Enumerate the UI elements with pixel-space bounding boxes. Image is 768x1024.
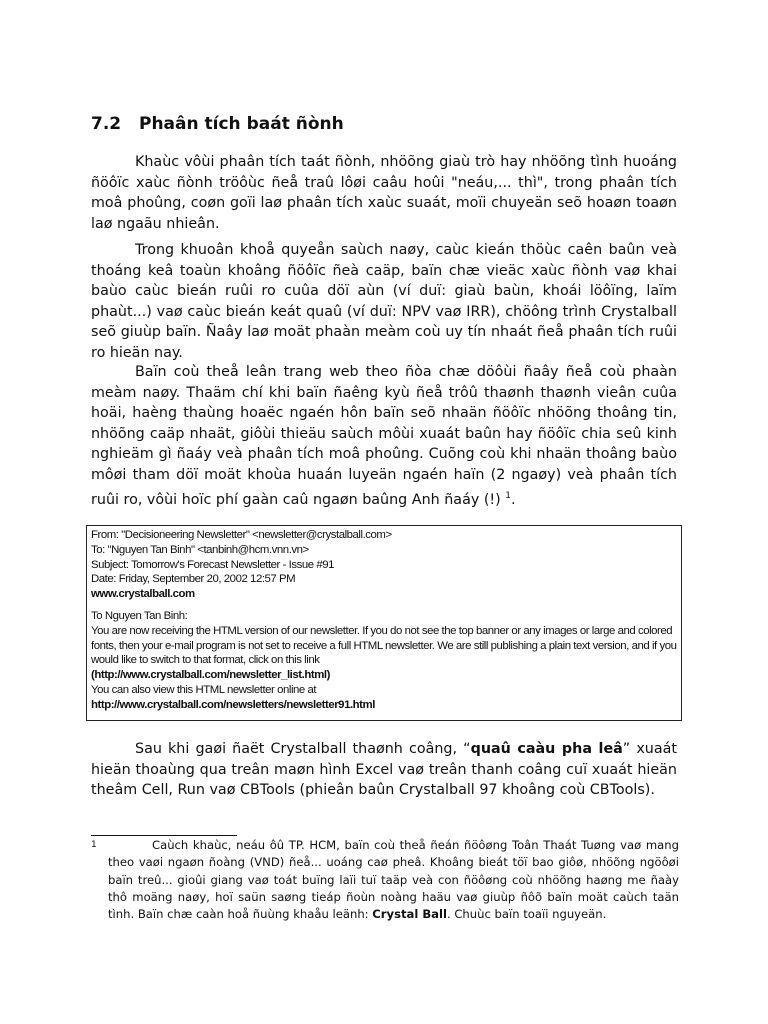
section-heading — [91, 114, 344, 134]
paragraph-4-before: Sau khi gaøi ñaët Crystalball thaønh coâng, “ — [135, 741, 471, 757]
section-title: Phaân tích baát ñònh — [139, 114, 344, 134]
paragraph-3 — [91, 362, 677, 510]
paragraph-3-end: . — [511, 491, 516, 508]
paragraph-4-after: ” xuaát hieän thoaùng qua treân maøn hình Excel vaø treân thanh coâng cuï xuaát hieän theâm Cell, Run vaø CBTools (phieân baûn Crystalball 97 khoâng coù CBTools). — [91, 741, 677, 799]
footnote-bold: Crystal Ball — [372, 907, 447, 922]
paragraph-2 — [91, 240, 677, 364]
footnote-separator — [91, 835, 237, 836]
email-to: To: "Nguyen Tan Binh" <tanbinh@hcm.vnn.vn> — [91, 543, 309, 556]
footnote-end: . Chuùc baïn toaïi nguyeän. — [446, 907, 607, 922]
online-view-text: You can also view this HTML newsletter online at — [91, 683, 317, 696]
newsletter-online-link[interactable]: http://www.crystalball.com/newsletters/newsletter91.html — [91, 698, 375, 711]
paragraph-1 — [91, 152, 677, 234]
paragraph-4 — [91, 739, 677, 801]
email-date: Date: Friday, September 20, 2002 12:57 PM — [91, 573, 296, 586]
footnote-reference[interactable]: 1 — [505, 490, 512, 501]
footnote — [91, 837, 679, 923]
footnote-body — [108, 837, 679, 923]
footnote-mark: 1 — [91, 840, 97, 850]
email-greeting: To Nguyen Tan Binh: — [91, 609, 188, 622]
email-body: You are now receiving the HTML version of our newsletter. If you do not see the top banner or any images or large and colored fonts, then your e-mail program is not set to receive a full HTML newsletter. We are still publishing a plain text version, and if you would like to switch to that format, click on this link — [91, 624, 677, 667]
website-link[interactable]: www.crystalball.com — [91, 588, 195, 601]
newsletter-box — [86, 525, 682, 721]
paragraph-4-bold: quaû caàu pha leâ — [470, 741, 623, 757]
newsletter-list-link[interactable]: (http://www.crystalball.com/newsletter_list.html) — [91, 669, 330, 682]
email-subject: Subject: Tomorrow's Forecast Newsletter - Issue #91 — [91, 558, 334, 571]
paragraph-1-text: Khaùc vôùi phaân tích taát ñònh, nhöõng giaù trò hay nhöõng tình huoáng ñöôïc xaùc ñònh tröôùc ñeå traû lôøi caâu hoûi "neáu,... thì", trong phaân tích moâ phoûng, coøn goïi laø phaân tích xaùc suaát, moïi chuyeän seõ hoaøn toaøn laø ngaãu nhieân. — [91, 154, 677, 232]
paragraph-3-text: Baïn coù theå leân trang web theo ñòa chæ döôùi ñaây ñeå coù phaàn meàm naøy. Thaäm chí khi baïn ñaêng kyù ñeå trôû thaønh thaønh vieân cuûa hoäi, haèng thaùng hoaëc ngaén hôn baïn seõ nhaän ñöôïc nhöõng thoâng tin, nhöõng caäp nhaät, giôùi thieäu saùch môùi xuaát baûn hay ñöôïc chia seû kinh nghieäm gì ñaáy veà phaân tích moâ phoûng. Cuõng coù khi nhaän thoâng baùo môøi tham döï moät khoùa huaán luyeän ngaén haïn (2 ngaøy) veà phaân tích ruûi ro, vôùi hoïc phí gaàn caû ngaøn baûng Anh ñaáy (!) — [91, 364, 677, 508]
email-from: From: "Decisioneering Newsletter" <newsletter@crystalball.com> — [91, 529, 392, 541]
footnote-text: Caùch khaùc, neáu ôû TP. HCM, baïn coù theå ñeán ñöôøng Toân Thaát Tuøng vaø mang theo vaøi ngaøn ñoàng (VND) ñeå... uoáng caø pheâ. Khoâng bieát töï bao giôø, nhöõng ngöôøi baïn treû... gioûi giang vaø toát buïng laïi tuï taäp veà con ñöôøng coù nhöõng haøng me ñaày thô moäng naøy, hoï saün saøng tieáp ñoùn noàng haäu vaø giuùp ñôõ baïn moät caùch taän tình. Baïn chæ caàn hoå ñuùng khaåu leänh: — [108, 838, 679, 922]
paragraph-2-text: Trong khuoân khoå quyeån saùch naøy, caùc kieán thöùc caên baûn veà thoáng keâ toaùn khoâng ñöôïc ñeà caäp, baïn chæ vieäc xaùc ñònh vaø khai baùo caùc bieán ruûi ro cuûa döï aùn (ví duï: giaù baùn, khoái löôïng, laïm phaùt...) vaø caùc bieán keát quaû (ví duï: NPV vaø IRR), chöông trình Crystalball seõ giuùp baïn. Ñaây laø moät phaàn meàm coù uy tín nhaát ñeå phaân tích ruûi ro hieän nay. — [91, 242, 677, 361]
section-number: 7.2 — [91, 114, 122, 134]
